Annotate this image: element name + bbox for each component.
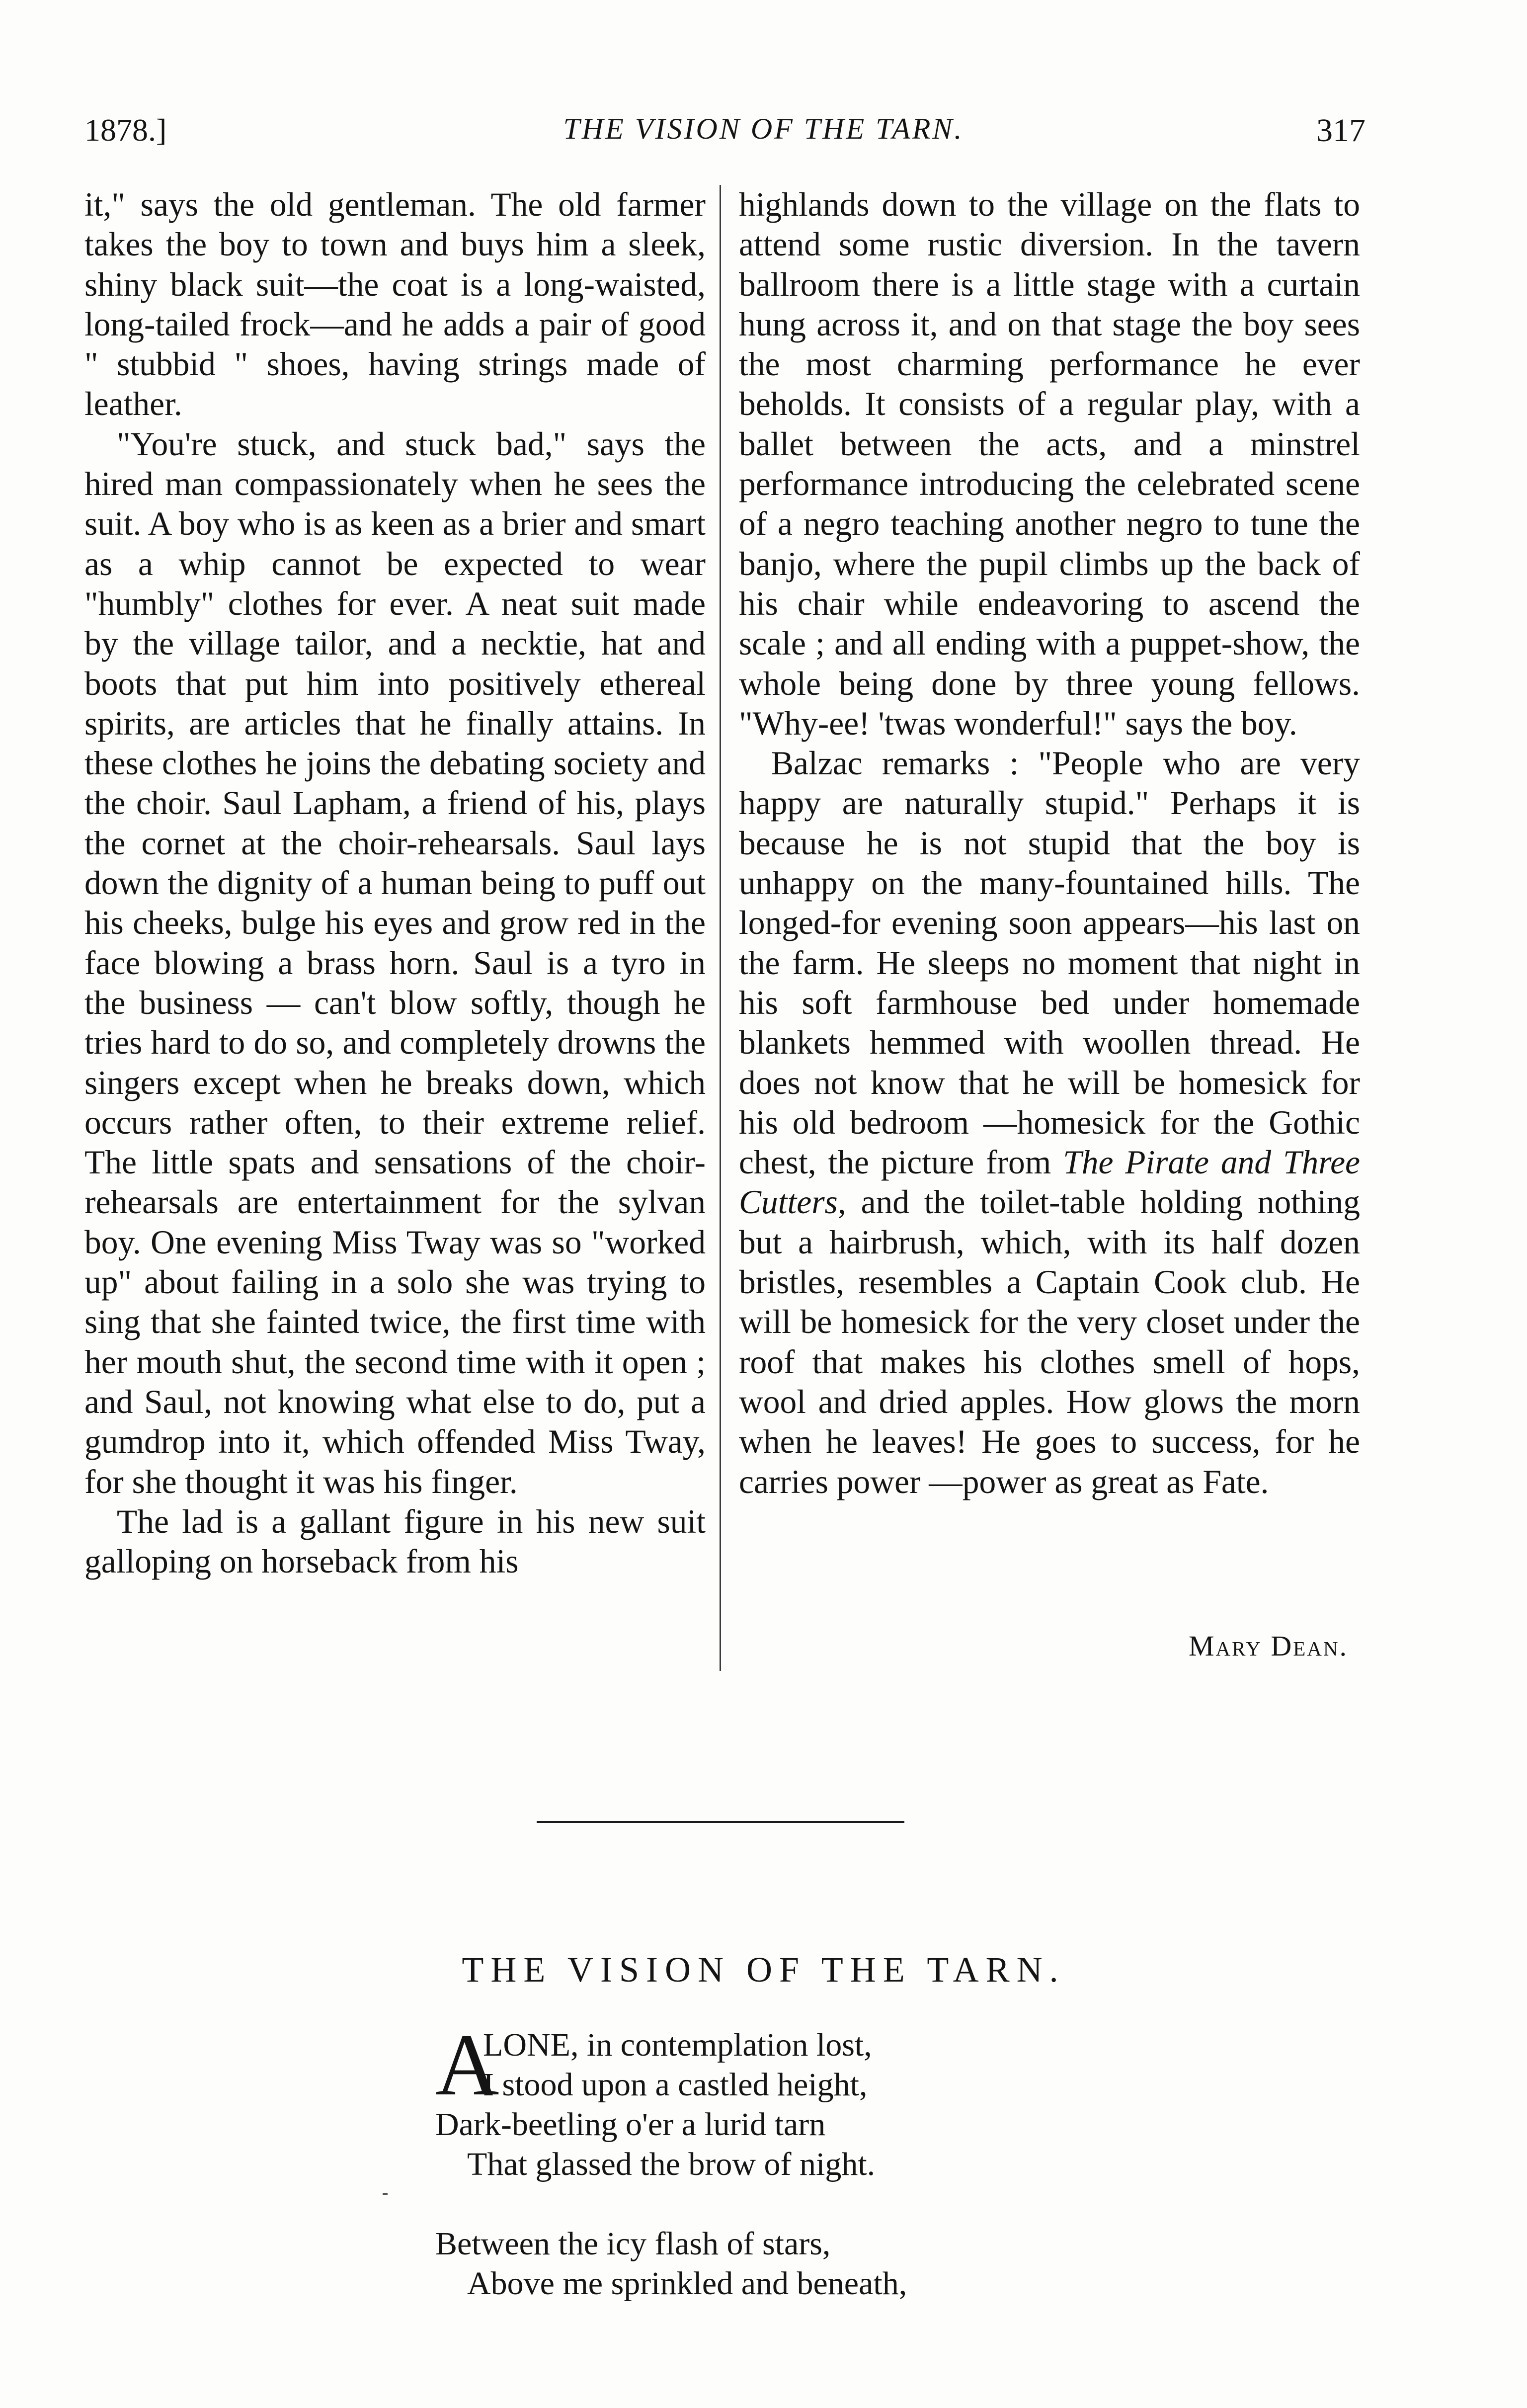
paragraph: it," says the old gentleman. The old farmer takes the boy to town and buys him a sleek, shiny black suit—the coat is a long-waisted, long-tailed frock—and he adds a pair of good " stubbid " shoes, having strings made of leather.: [84, 186, 706, 423]
italic-title: The Pirate and Three Cutters,: [739, 1144, 1360, 1221]
poem-line: That glassed the brow of night.: [467, 2146, 876, 2182]
header-year: 1878.]: [84, 112, 167, 148]
paragraph: The lad is a gallant figure in his new suit galloping on horseback from his: [84, 1502, 706, 1580]
section-divider: [537, 1821, 904, 1823]
print-mark: [383, 2193, 388, 2195]
paragraph-text: Balzac remarks : "People who are very happy are naturally stupid." Perhaps it is because he is not stupid that the boy is unhappy on the many-fountained hills. The longed-for evening soon appears—his last on the farm. He sleeps no moment that night in his soft farmhouse bed under homemade blankets hemmed with woollen thread. He does not know that he will be homesick for his old bedroom —homesick for the Gothic chest, the picture from: [739, 745, 1360, 1181]
page-header: [0, 0, 1527, 164]
paragraph: highlands down to the village on the flats to attend some rustic diversion. In the tavern ballroom there is a little stage with a curtain hung across it, and on that stage the boy sees the most charming performance he ever beholds. It consists of a regular play, with a ballet between the acts, and a minstrel performance introducing the celebrated scene of a negro teaching another negro to tune the banjo, where the pupil climbs up the back of his chair while endeavoring to ascend the scale ; and all ending with a puppet-show, the whole being done by three young fellows. "Why-ee! 'twas wonderful!" says the boy.: [739, 186, 1360, 742]
poem-line: I stood upon a castled height,: [483, 2067, 868, 2103]
paragraph: "You're stuck, and stuck bad," says the hired man compassionately when he sees the suit. A boy who is as keen as a brier and smart as a whip cannot be expected to wear "humbly" clothes for ever. A neat suit made by the village tailor, and a necktie, hat and boots that put him into positively ethereal spirits, are articles that he finally attains. In these clothes he joins the debating society and the choir. Saul Lapham, a friend of his, plays the cornet at the choir-rehearsals. Saul lays down the dignity of a human being to puff out his cheeks, bulge his eyes and grow red in the face blowing a brass horn. Saul is a tyro in the business — can't blow softly, though he tries hard to do so, and completely drowns the singers except when he breaks down, which occurs rather often, to their extreme relief. The little spats and sensations of the choir-rehearsals are entertainment for the sylvan boy. One evening Miss Tway was so "worked up" about failing in a solo she was trying to sing that she fainted twice, the first time with her mouth shut, the second time with it open ; and Saul, not knowing what else to do, put a gumdrop into it, which offended Miss Tway, for she thought it was his finger.: [84, 425, 706, 1500]
poem-line: Between the icy flash of stars,: [435, 2226, 831, 2262]
author-signature: Mary Dean.: [1188, 1630, 1348, 1662]
paragraph-text: and the toilet-table holding nothing but a hairbrush, which, with its half dozen bristles, resembles a Captain Cook club. He will be homesick for the very closet under the roof that makes his clothes smell of hops, wool and dried apples. How glows the morn when he leaves! He goes to success, for he carries power —power as great as Fate.: [739, 1183, 1360, 1500]
poem-line: Above me sprinkled and beneath,: [467, 2265, 907, 2302]
running-title: THE VISION OF THE TARN.: [563, 112, 964, 145]
poem-line: Dark-beetling o'er a lurid tarn: [435, 2106, 826, 2143]
stanza-break: [435, 2184, 907, 2224]
column-divider: [720, 185, 721, 1671]
poem-body: [435, 2015, 907, 2304]
paragraph: [739, 744, 1360, 1502]
poem-title: THE VISION OF THE TARN.: [462, 1950, 1065, 1990]
drop-cap: A: [435, 2015, 499, 2114]
right-column: [739, 185, 1360, 1502]
left-column: [84, 185, 706, 1581]
poem-line: LONE, in contemplation lost,: [483, 2027, 872, 2063]
page-number: 317: [1316, 112, 1366, 149]
